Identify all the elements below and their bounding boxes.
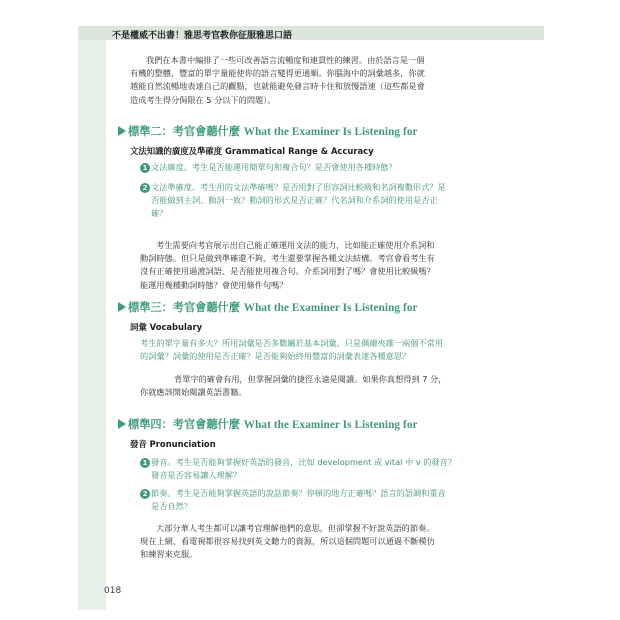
criterion-item-line: 發音是否容易讓人理解？ <box>151 470 242 481</box>
section-heading-zh: 標準三：考官會聽什麼 <box>128 300 240 314</box>
criterion-question-line: 考生的單字量有多大？所用詞彙是否多數屬於基本詞彙，只是偶爾夾雜一兩個不常用 <box>140 338 443 348</box>
body-paragraph <box>140 373 446 399</box>
criterion-question-line: 的詞彙？詞彙的使用是否正確？是否能夠始終用豐富的詞彙表達各種意思？ <box>140 351 411 362</box>
section-heading-zh: 標準二：考官會聽什麼 <box>128 124 240 138</box>
section-heading-zh: 標準四：考官會聽什麼 <box>128 417 240 431</box>
section-heading-criterion-4 <box>118 416 418 432</box>
intro-line: 越能自然流暢地表達自己的觀點，也就能避免發言時卡住和放慢語速（這些都是會 <box>130 81 425 92</box>
criterion-question <box>140 337 443 363</box>
body-paragraph <box>140 239 435 292</box>
triangle-bullet-icon <box>118 302 126 312</box>
criterion-item <box>151 487 446 513</box>
intro-line: 我們在本書中編排了一些可改善語言流暢度和連貫性的練習。由於語言是一個 <box>146 55 425 65</box>
number-2-icon: 2 <box>140 489 150 499</box>
criterion-item <box>151 456 456 482</box>
triangle-bullet-icon <box>118 126 126 136</box>
criterion-item <box>151 181 446 221</box>
page-side-band <box>78 26 106 610</box>
body-line: 和練習來克服。 <box>140 549 198 560</box>
body-line: 大部分華人考生都可以讓考官理解他們的意思，但卻掌握不好說英語的節奏。 <box>156 523 435 533</box>
section-heading-criterion-3 <box>118 299 418 315</box>
section-subheading: 發音 Pronunciation <box>130 439 216 449</box>
intro-line: 有機的整體，豐富的單字量能使你的語言變得更通順。你腦海中的詞彙越多，你就 <box>130 68 425 79</box>
body-line: 現在上網、看電視都很容易找到英文聽力的資源，所以這個問題可以通過不斷模仿 <box>140 536 435 547</box>
body-line: 沒有正確使用過渡詞語、是否能使用複合句。介系詞用對了嗎？會使用比較級嗎？ <box>140 266 435 277</box>
body-line: 能運用幾種動詞時態？會使用條件句嗎？ <box>140 279 288 290</box>
section-heading-en: What the Examiner Is Listening for <box>243 126 418 138</box>
body-line: 考生需要向考官展示出自己能正確運用文法的能力，比如能正確使用介系詞和 <box>156 240 435 250</box>
page-number: 018 <box>104 586 122 596</box>
criterion-item-line: 節奏。考生是否能夠掌握英語的說話節奏？停頓的地方正確嗎？語言的語調和重音 <box>151 488 446 498</box>
intro-paragraph <box>130 54 425 107</box>
running-header-title: 不是權威不出書！雅思考官教你征服雅思口語 <box>112 31 293 41</box>
section-heading-en: What the Examiner Is Listening for <box>243 419 418 431</box>
criterion-item-line: 發音。考生是否能夠掌握好英語的發音，比如 development 或 vital 中 v 的發音？ <box>151 457 456 467</box>
number-2-icon: 2 <box>140 183 150 193</box>
criterion-item-line: 否能做到主詞、動詞一致？動詞的形式是否正確？代名詞和介系詞的使用是否正 <box>151 195 438 206</box>
intro-line: 造成考生得分侷限在 5 分以下的問題）。 <box>130 94 276 105</box>
triangle-bullet-icon <box>118 419 126 429</box>
body-line: 你就應該開始閱讀英語書籍。 <box>140 387 247 398</box>
number-1-icon: 1 <box>140 458 150 468</box>
criterion-item <box>151 161 397 174</box>
body-line: 背單字的確會有用，但掌握詞彙的捷徑永遠是閱讀。如果你真想得到 7 分， <box>174 374 447 384</box>
criterion-item-line: 文法廣度。考生是否能運用簡單句和複合句？是否會使用各種時態？ <box>151 162 397 172</box>
criterion-item-line: 是否自然？ <box>151 501 192 512</box>
body-line: 動詞時態。但只是做到準確還不夠，考生還要掌握各種文法結構。考官會看考生有 <box>140 253 435 264</box>
criterion-item-line: 確？ <box>151 208 168 219</box>
section-subheading: 文法知識的廣度及準確度 Grammatical Range & Accuracy <box>130 146 374 156</box>
body-paragraph <box>140 522 435 562</box>
criterion-item-line: 文法準確度。考生用的文法準確嗎？是否用對了形容詞比較級和名詞複數形式？是 <box>151 182 446 192</box>
number-1-icon: 1 <box>140 163 150 173</box>
section-heading-en: What the Examiner Is Listening for <box>243 302 418 314</box>
section-subheading: 詞彙 Vocabulary <box>130 322 203 332</box>
section-heading-criterion-2 <box>118 123 418 139</box>
